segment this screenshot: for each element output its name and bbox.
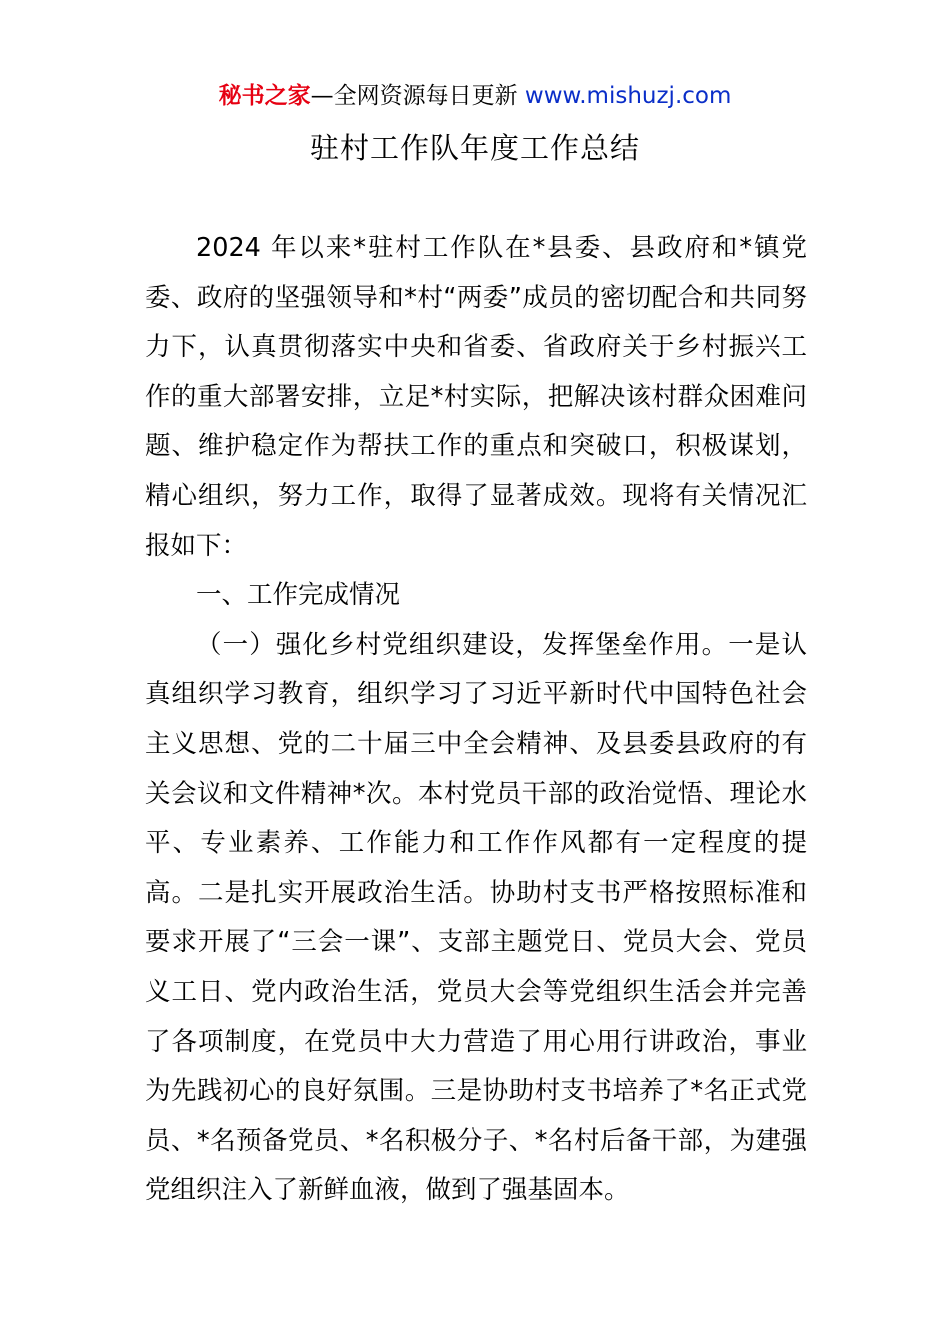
site-header [0, 80, 950, 112]
site-url-link[interactable]: www.mishuzj.com [524, 83, 732, 109]
document-title: 驻村工作队年度工作总结 [309, 131, 640, 165]
site-brand: 秘书之家 [218, 83, 311, 109]
body-paragraph: （一）强化乡村党组织建设，发挥堡垒作用。一是认真组织学习教育，组织学习了习近平新时代中国特色社会主义思想、党的二十届三中全会精神、及县委县政府的有关会议和文件精神*次。本村党员干部的政治觉悟、理论水平、专业素养、工作能力和工作作风都有一定程度的提高。二是扎实开展政治生活。协助村支书严格按照标准和要求开展了“三会一课”、支部主题党日、党员大会、党员义工日、党内政治生活，党员大会等党组织生活会并完善了各项制度，在党员中大力营造了用心用行讲政治，事业为先践初心的良好氛围。三是协助村支书培养了*名正式党员、*名预备党员、*名积极分子、*名村后备干部，为建强党组织注入了新鲜血液，做到了强基固本。 [145, 629, 807, 1206]
site-tagline: —全网资源每日更新 [310, 83, 518, 109]
intro-paragraph: 2024 年以来*驻村工作队在*县委、县政府和*镇党委、政府的坚强领导和*村“两委”成员的密切配合和共同努力下，认真贯彻落实中央和省委、省政府关于乡村振兴工作的重大部署安排，立足*村实际，把解决该村群众困难问题、维护稳定作为帮扶工作的重点和突破口，积极谋划，精心组织，努力工作，取得了显著成效。现将有关情况汇报如下： [145, 233, 807, 561]
section-heading: 一、工作完成情况 [196, 580, 401, 611]
document-body [145, 224, 807, 1216]
